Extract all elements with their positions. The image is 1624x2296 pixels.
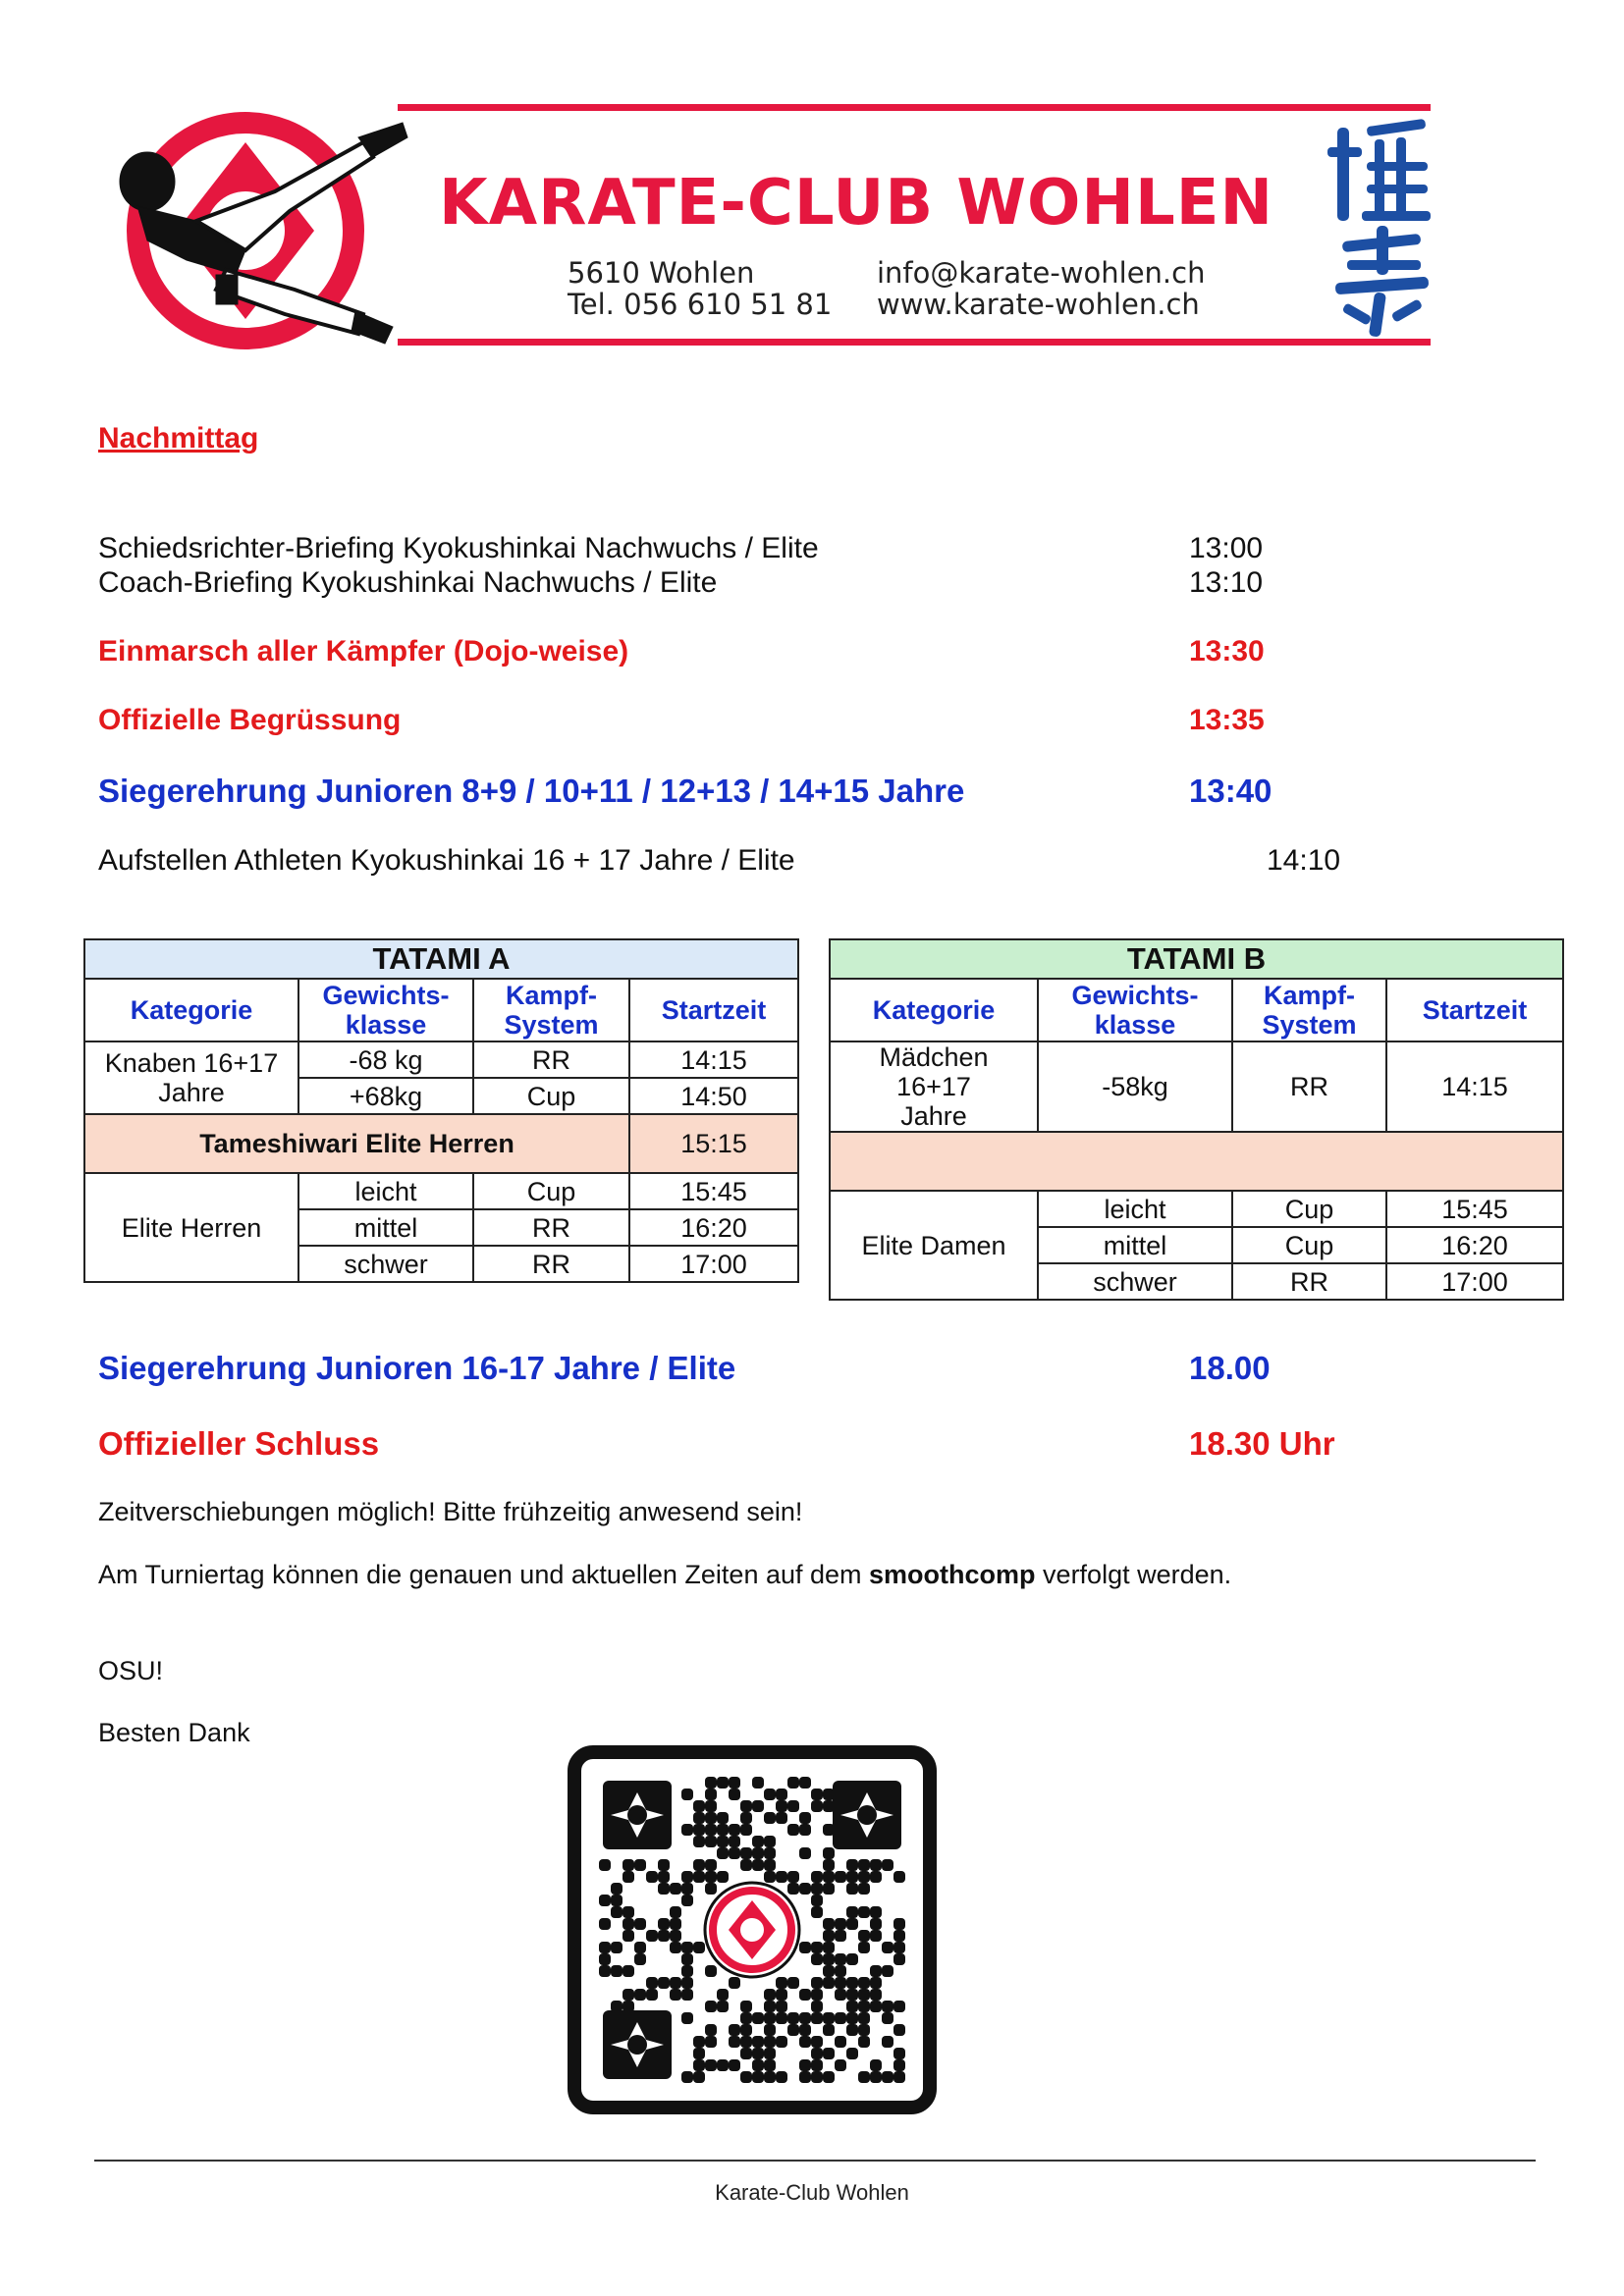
footer-text: Karate-Club Wohlen <box>715 2180 909 2205</box>
delay-note: Zeitverschiebungen möglich! Bitte frühzeitig anwesend sein! <box>98 1497 803 1526</box>
category-cell: Elite Damen <box>830 1191 1038 1300</box>
schedule-time: 13:00 <box>1189 532 1264 564</box>
tameshiwari-row <box>84 1114 798 1173</box>
system-cell: RR <box>1232 1041 1386 1132</box>
col-gewichtsklasse: Gewichts-klasse <box>298 979 473 1041</box>
system-cell: Cup <box>473 1173 629 1209</box>
schedule-label: Siegerehrung Junioren 8+9 / 10+11 / 12+13 / 14+15 Jahre <box>98 773 965 809</box>
award-time: 18.00 <box>1189 1350 1271 1386</box>
category-cell: Elite Herren <box>84 1173 298 1282</box>
club-website: www.karate-wohlen.ch <box>877 288 1200 321</box>
schedule-time: 13:40 <box>1189 773 1272 809</box>
system-cell: Cup <box>473 1078 629 1114</box>
section-title: Nachmittag <box>98 422 259 454</box>
col-kampfsystem: Kampf-System <box>1232 979 1386 1041</box>
tatami-b-table <box>829 938 1564 1301</box>
weight-cell: schwer <box>298 1246 473 1282</box>
weight-cell: -68 kg <box>298 1041 473 1078</box>
weight-cell: schwer <box>1038 1263 1232 1300</box>
header-bottom-rule <box>398 339 1431 346</box>
time-cell: 17:00 <box>1386 1263 1563 1300</box>
footer-rule <box>94 2160 1536 2162</box>
tatami-a-table <box>83 938 799 1283</box>
schedule-label: Aufstellen Athleten Kyokushinkai 16 + 17 Jahre / Elite <box>98 844 795 877</box>
category-cell: Mädchen 16+17 Jahre <box>830 1041 1038 1132</box>
club-name: KARATE-CLUB WOHLEN <box>439 167 1274 240</box>
award-label: Siegerehrung Junioren 16-17 Jahre / Elite <box>98 1350 736 1386</box>
table-row <box>84 1041 798 1078</box>
col-gewichtsklasse: Gewichts-klasse <box>1038 979 1232 1041</box>
schedule-label: Coach-Briefing Kyokushinkai Nachwuchs / Elite <box>98 566 718 599</box>
kyokushin-kanji-icon <box>1327 118 1435 339</box>
empty-cell <box>830 1132 1563 1191</box>
club-phone: Tel. 056 610 51 81 <box>568 288 833 321</box>
system-cell: Cup <box>1232 1191 1386 1227</box>
header-top-rule <box>398 104 1431 111</box>
time-cell: 14:15 <box>1386 1041 1563 1132</box>
tracking-text-after: verfolgt werden. <box>1035 1560 1232 1589</box>
osu-text: OSU! <box>98 1656 164 1685</box>
schedule-label: Schiedsrichter-Briefing Kyokushinkai Nachwuchs / Elite <box>98 532 819 564</box>
closing-label: Offizieller Schluss <box>98 1425 380 1462</box>
system-cell: RR <box>473 1041 629 1078</box>
schedule-time: 13:10 <box>1189 566 1264 599</box>
weight-cell: mittel <box>298 1209 473 1246</box>
time-cell: 17:00 <box>629 1246 798 1282</box>
tameshiwari-row-empty <box>830 1132 1563 1191</box>
col-kampfsystem: Kampf-System <box>473 979 629 1041</box>
time-cell: 15:45 <box>1386 1191 1563 1227</box>
system-cell: RR <box>473 1246 629 1282</box>
time-cell: 15:15 <box>629 1114 798 1173</box>
category-cell: Knaben 16+17 Jahre <box>84 1041 298 1114</box>
schedule-time: 13:35 <box>1189 704 1265 736</box>
schedule-time: 13:30 <box>1189 635 1265 667</box>
tracking-note <box>98 1560 1231 1590</box>
system-cell: RR <box>473 1209 629 1246</box>
smoothcomp-link: smoothcomp <box>869 1560 1036 1589</box>
qr-code[interactable] <box>568 1745 937 2114</box>
schedule-label: Offizielle Begrüssung <box>98 704 402 736</box>
time-cell: 14:50 <box>629 1078 798 1114</box>
weight-cell: leicht <box>298 1173 473 1209</box>
tatami-b-title: TATAMI B <box>830 939 1563 979</box>
club-city: 5610 Wohlen <box>568 256 755 290</box>
table-row <box>84 1173 798 1209</box>
system-cell: Cup <box>1232 1227 1386 1263</box>
weight-cell: leicht <box>1038 1191 1232 1227</box>
schedule-label: Einmarsch aller Kämpfer (Dojo-weise) <box>98 635 629 667</box>
col-kategorie: Kategorie <box>830 979 1038 1041</box>
time-cell: 16:20 <box>629 1209 798 1246</box>
time-cell: 16:20 <box>1386 1227 1563 1263</box>
weight-cell: mittel <box>1038 1227 1232 1263</box>
schedule-time: 14:10 <box>1267 844 1341 877</box>
weight-cell: +68kg <box>298 1078 473 1114</box>
closing-time: 18.30 Uhr <box>1189 1425 1335 1462</box>
qr-pattern <box>581 1759 923 2101</box>
club-email: info@karate-wohlen.ch <box>877 256 1206 290</box>
tracking-text-before: Am Turniertag können die genauen und aktuellen Zeiten auf dem <box>98 1560 870 1589</box>
col-kategorie: Kategorie <box>84 979 298 1041</box>
club-logo <box>79 103 501 358</box>
time-cell: 15:45 <box>629 1173 798 1209</box>
weight-cell: -58kg <box>1038 1041 1232 1132</box>
thanks-text: Besten Dank <box>98 1718 250 1747</box>
col-startzeit: Startzeit <box>1386 979 1563 1041</box>
table-row <box>830 1191 1563 1227</box>
tatami-a-title: TATAMI A <box>84 939 798 979</box>
system-cell: RR <box>1232 1263 1386 1300</box>
time-cell: 14:15 <box>629 1041 798 1078</box>
tameshiwari-label: Tameshiwari Elite Herren <box>84 1114 629 1173</box>
table-row <box>830 1041 1563 1132</box>
col-startzeit: Startzeit <box>629 979 798 1041</box>
